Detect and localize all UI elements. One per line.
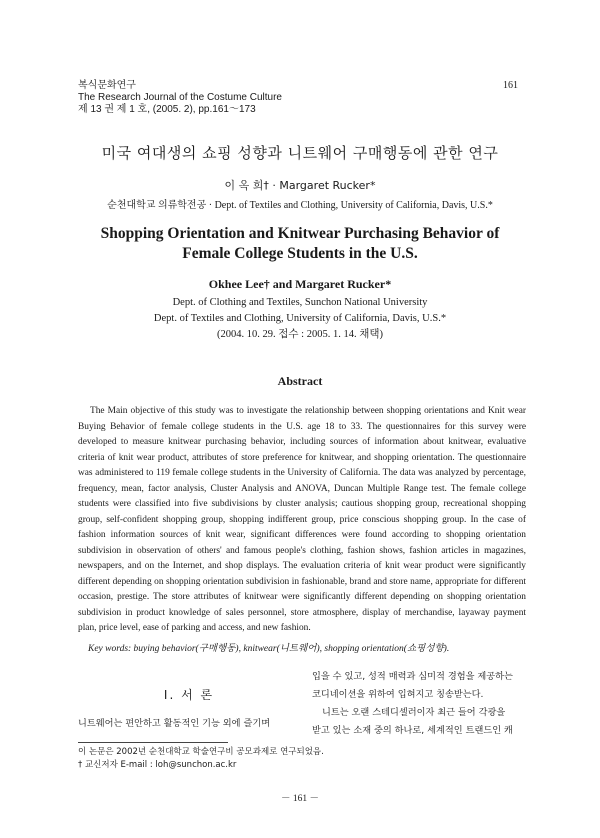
affiliation-english-2: Dept. of Textiles and Clothing, University of California, Davis, U.S.* [153, 313, 447, 324]
right-column [312, 668, 530, 740]
title-english-line-1: Shopping Orientation and Knitwear Purchasing Behavior of [100, 225, 500, 242]
keywords: Key words: buying behavior(구매행동), knitwear(니트웨어), shopping orientation(쇼핑성향). [88, 644, 450, 654]
title-korean: 미국 여대생의 쇼핑 성향과 니트웨어 구매행동에 관한 연구 [101, 144, 499, 162]
journal-header [78, 80, 282, 116]
section-heading-introduction: Ⅰ. 서 론 [163, 688, 215, 702]
footnote-funding: 이 논문은 2002년 순천대학교 학술연구비 공모과제로 연구되었음. [78, 747, 324, 757]
abstract-text: The Main objective of this study was to investigate the relationship between shopping orientations and Knit wear Buying Behavior of female college students in the U.S. age 18 to 33. The questionnaires for this survey were developed to measure knitwear purchasing behavior, including sources of information about knitwear, evaluative criteria of knit wear product, attributes of store preference for knitwear, and shopping orientation. The questionnaire was administered to 119 female college students in the University of California. The data was analyzed by percentage, frequency, mean, factor analysis, Cluster Analysis and ANOVA, Duncan Multiple Range test. The female college students were classified into five subdivisions by cluster analysis; cautious shopping group, recreational shopping group, self-confident shopping group, shopping indifferent group, price conscious shopping group. In the case of fashion information sources of knit wear, significant differences were found according to shopping orientation subdivision in observation of others' and famous people's clothing, fashion shows, fashion articles in magazines, newspapers, and on the Internet, and shop displays. The evaluation criteria of knit wear product were significantly different depending on shopping orientation subdivision in fashionable, brand and store name, appropriate for different occasion, prestige. The store attributes of knitwear were significantly different depending on shopping orientation subdivision in product knowledge of sales personnel, store atmosphere, display of merchandise, layaway payment plan, price level, ease of parking and access, and new fashion. [78, 406, 526, 633]
page-number-bottom: － 161 － [280, 794, 319, 804]
right-column-line-2: 코디네이션을 위하여 입혀지고 칭송받는다. [312, 689, 484, 700]
affiliation-english [0, 295, 600, 343]
footnotes [78, 746, 324, 772]
left-column-text: 니트웨어는 편안하고 활동적인 기능 외에 즐기며 [78, 718, 271, 729]
right-column-line-3: 니트는 오랜 스테디셀러이자 최근 들어 각광을 [322, 707, 506, 718]
right-column-line-4: 받고 있는 소재 중의 하나로, 세계적인 트랜드인 캐 [312, 725, 513, 736]
journal-name-en: The Research Journal of the Costume Culture [78, 92, 282, 103]
title-english [0, 224, 600, 264]
abstract-heading: Abstract [277, 374, 323, 388]
journal-volume-info: 제 13 권 제 1 호, (2005. 2), pp.161～173 [78, 104, 256, 115]
right-column-line-1: 입을 수 있고, 성적 매력과 심미적 경험을 제공하는 [312, 671, 513, 682]
journal-name-ko: 복식문화연구 [78, 80, 136, 91]
left-column [78, 668, 300, 733]
affiliation-korean: 순천대학교 의류학전공 · Dept. of Textiles and Clothing, University of California, Davis, U.S.* [107, 200, 493, 211]
authors-english: Okhee Lee† and Margaret Rucker* [208, 277, 392, 291]
footnote-divider [78, 742, 228, 743]
title-english-line-2: Female College Students in the U.S. [182, 245, 418, 262]
page-number-top: 161 [503, 80, 518, 91]
footnote-corresponding-author: † 교신저자 E-mail : loh@sunchon.ac.kr [78, 760, 237, 770]
authors-korean: 이 옥 희† · Margaret Rucker* [224, 179, 376, 192]
affiliation-english-1: Dept. of Clothing and Textiles, Sunchon National University [172, 297, 428, 308]
received-accepted-dates: (2004. 10. 29. 접수 : 2005. 1. 14. 채택) [217, 329, 383, 340]
